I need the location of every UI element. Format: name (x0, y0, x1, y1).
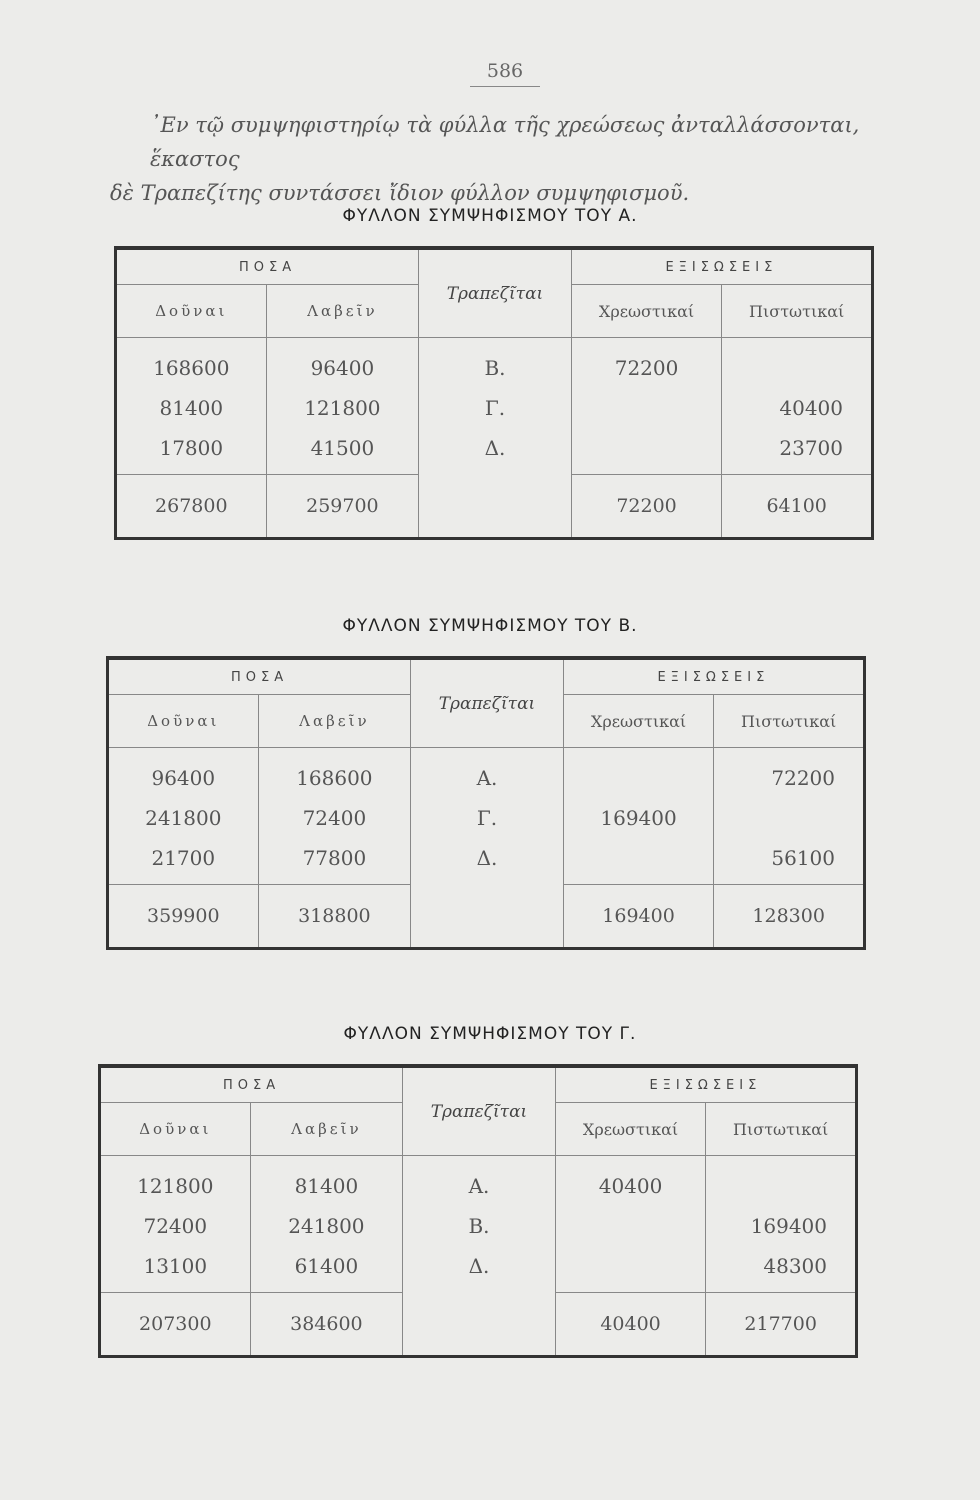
debit-column (555, 1156, 706, 1293)
debit-value (572, 428, 722, 468)
bank-label: Α. (476, 766, 498, 790)
bank-label: Δ. (484, 436, 506, 460)
debit-header: Χρεωστικαί (555, 1103, 706, 1156)
labein-header: Λαβεῖν (258, 695, 411, 748)
dounai-value: 96400 (151, 766, 216, 790)
dounai-header: Δοῦναι (116, 285, 267, 338)
dounai-column (108, 748, 259, 885)
debit-value: 169400 (600, 806, 677, 830)
labein-column (250, 1156, 403, 1293)
credit-total: 217700 (706, 1293, 857, 1357)
dounai-value: 241800 (145, 806, 222, 830)
debit-value: 40400 (598, 1174, 663, 1198)
posa-header: ΠΟΣΑ (100, 1066, 403, 1103)
dounai-total: 267800 (116, 475, 267, 539)
bank-label: Α. (468, 1174, 490, 1198)
labein-value: 61400 (294, 1254, 359, 1278)
dounai-total: 207300 (100, 1293, 251, 1357)
balances-header: ΕΞΙΣΩΣΕΙΣ (555, 1066, 856, 1103)
credit-value: 23700 (779, 436, 843, 460)
intro-line: δὲ Τραπεζίτης συντάσσει ἴδιον φύλλον συμψηφισμοῦ. (110, 181, 690, 205)
labein-header: Λαβεῖν (266, 285, 419, 338)
debit-value: 72200 (614, 356, 679, 380)
banks-column (403, 1156, 556, 1357)
dounai-column (116, 338, 267, 475)
credit-value: 72200 (771, 766, 835, 790)
bank-label: Γ. (476, 806, 498, 830)
bank-label: Β. (468, 1214, 490, 1238)
labein-value: 77800 (302, 846, 367, 870)
posa-header: ΠΟΣΑ (116, 248, 419, 285)
dounai-header: Δοῦναι (108, 695, 259, 748)
labein-header: Λαβεῖν (250, 1103, 403, 1156)
banks-header: Τραπεζῖται (411, 658, 564, 748)
settlement-sheet-b (106, 656, 866, 950)
debit-total: 72200 (571, 475, 722, 539)
debit-column (571, 338, 722, 475)
settlement-sheet-a (114, 246, 874, 540)
labein-value: 241800 (288, 1214, 365, 1238)
banks-header: Τραπεζῖται (419, 248, 572, 338)
credit-value (706, 1166, 827, 1206)
dounai-value: 168600 (153, 356, 230, 380)
credit-header: Πιστωτικαί (714, 695, 865, 748)
credit-column (722, 338, 873, 475)
banks-column (411, 748, 564, 949)
credit-header: Πιστωτικαί (722, 285, 873, 338)
labein-total: 384600 (250, 1293, 403, 1357)
banks-column (419, 338, 572, 539)
bank-label: Β. (484, 356, 506, 380)
labein-value: 72400 (302, 806, 367, 830)
debit-column (563, 748, 714, 885)
credit-header: Πιστωτικαί (706, 1103, 857, 1156)
debit-value (564, 838, 714, 878)
debit-value (556, 1246, 706, 1286)
sheet-title: ΦΥΛΛΟΝ ΣΥΜΨΗΦΙΣΜΟΥ ΤΟΥ Α. (342, 206, 638, 226)
dounai-column (100, 1156, 251, 1293)
labein-total: 318800 (258, 885, 411, 949)
dounai-value: 13100 (143, 1254, 208, 1278)
credit-total: 64100 (722, 475, 873, 539)
credit-value (722, 348, 843, 388)
labein-value: 96400 (310, 356, 375, 380)
debit-header: Χρεωστικαί (571, 285, 722, 338)
bank-label: Γ. (484, 396, 506, 420)
settlement-sheet-g (98, 1064, 858, 1358)
labein-column (258, 748, 411, 885)
balances-header: ΕΞΙΣΩΣΕΙΣ (563, 658, 864, 695)
dounai-value: 121800 (137, 1174, 214, 1198)
banks-header: Τραπεζῖται (403, 1066, 556, 1156)
labein-column (266, 338, 419, 475)
dounai-value: 81400 (159, 396, 224, 420)
balances-header: ΕΞΙΣΩΣΕΙΣ (571, 248, 872, 285)
labein-value: 41500 (310, 436, 375, 460)
dounai-total: 359900 (108, 885, 259, 949)
credit-column (714, 748, 865, 885)
credit-total: 128300 (714, 885, 865, 949)
dounai-value: 72400 (143, 1214, 208, 1238)
credit-column (706, 1156, 857, 1293)
posa-header: ΠΟΣΑ (108, 658, 411, 695)
debit-total: 169400 (563, 885, 714, 949)
debit-header: Χρεωστικαί (563, 695, 714, 748)
labein-value: 121800 (304, 396, 381, 420)
page-number: 586 (470, 60, 540, 87)
credit-value: 48300 (763, 1254, 827, 1278)
labein-value: 168600 (296, 766, 373, 790)
dounai-value: 17800 (159, 436, 224, 460)
intro-line: ᾿Εν τῷ συμψηφιστηρίῳ τὰ φύλλα τῆς χρεώσεως ἀνταλλάσσονται, ἕκαστος (150, 113, 860, 171)
bank-label: Δ. (468, 1254, 490, 1278)
bank-label: Δ. (476, 846, 498, 870)
debit-value (564, 758, 714, 798)
dounai-value: 21700 (151, 846, 216, 870)
credit-value: 169400 (750, 1214, 827, 1238)
labein-value: 81400 (294, 1174, 359, 1198)
debit-total: 40400 (555, 1293, 706, 1357)
sheet-title: ΦΥΛΛΟΝ ΣΥΜΨΗΦΙΣΜΟΥ ΤΟΥ Β. (342, 616, 638, 636)
intro-paragraph (110, 108, 900, 210)
labein-total: 259700 (266, 475, 419, 539)
credit-value (714, 798, 835, 838)
credit-value: 56100 (771, 846, 835, 870)
debit-value (572, 388, 722, 428)
dounai-header: Δοῦναι (100, 1103, 251, 1156)
sheet-title: ΦΥΛΛΟΝ ΣΥΜΨΗΦΙΣΜΟΥ ΤΟΥ Γ. (343, 1024, 637, 1044)
credit-value: 40400 (779, 396, 843, 420)
debit-value (556, 1206, 706, 1246)
